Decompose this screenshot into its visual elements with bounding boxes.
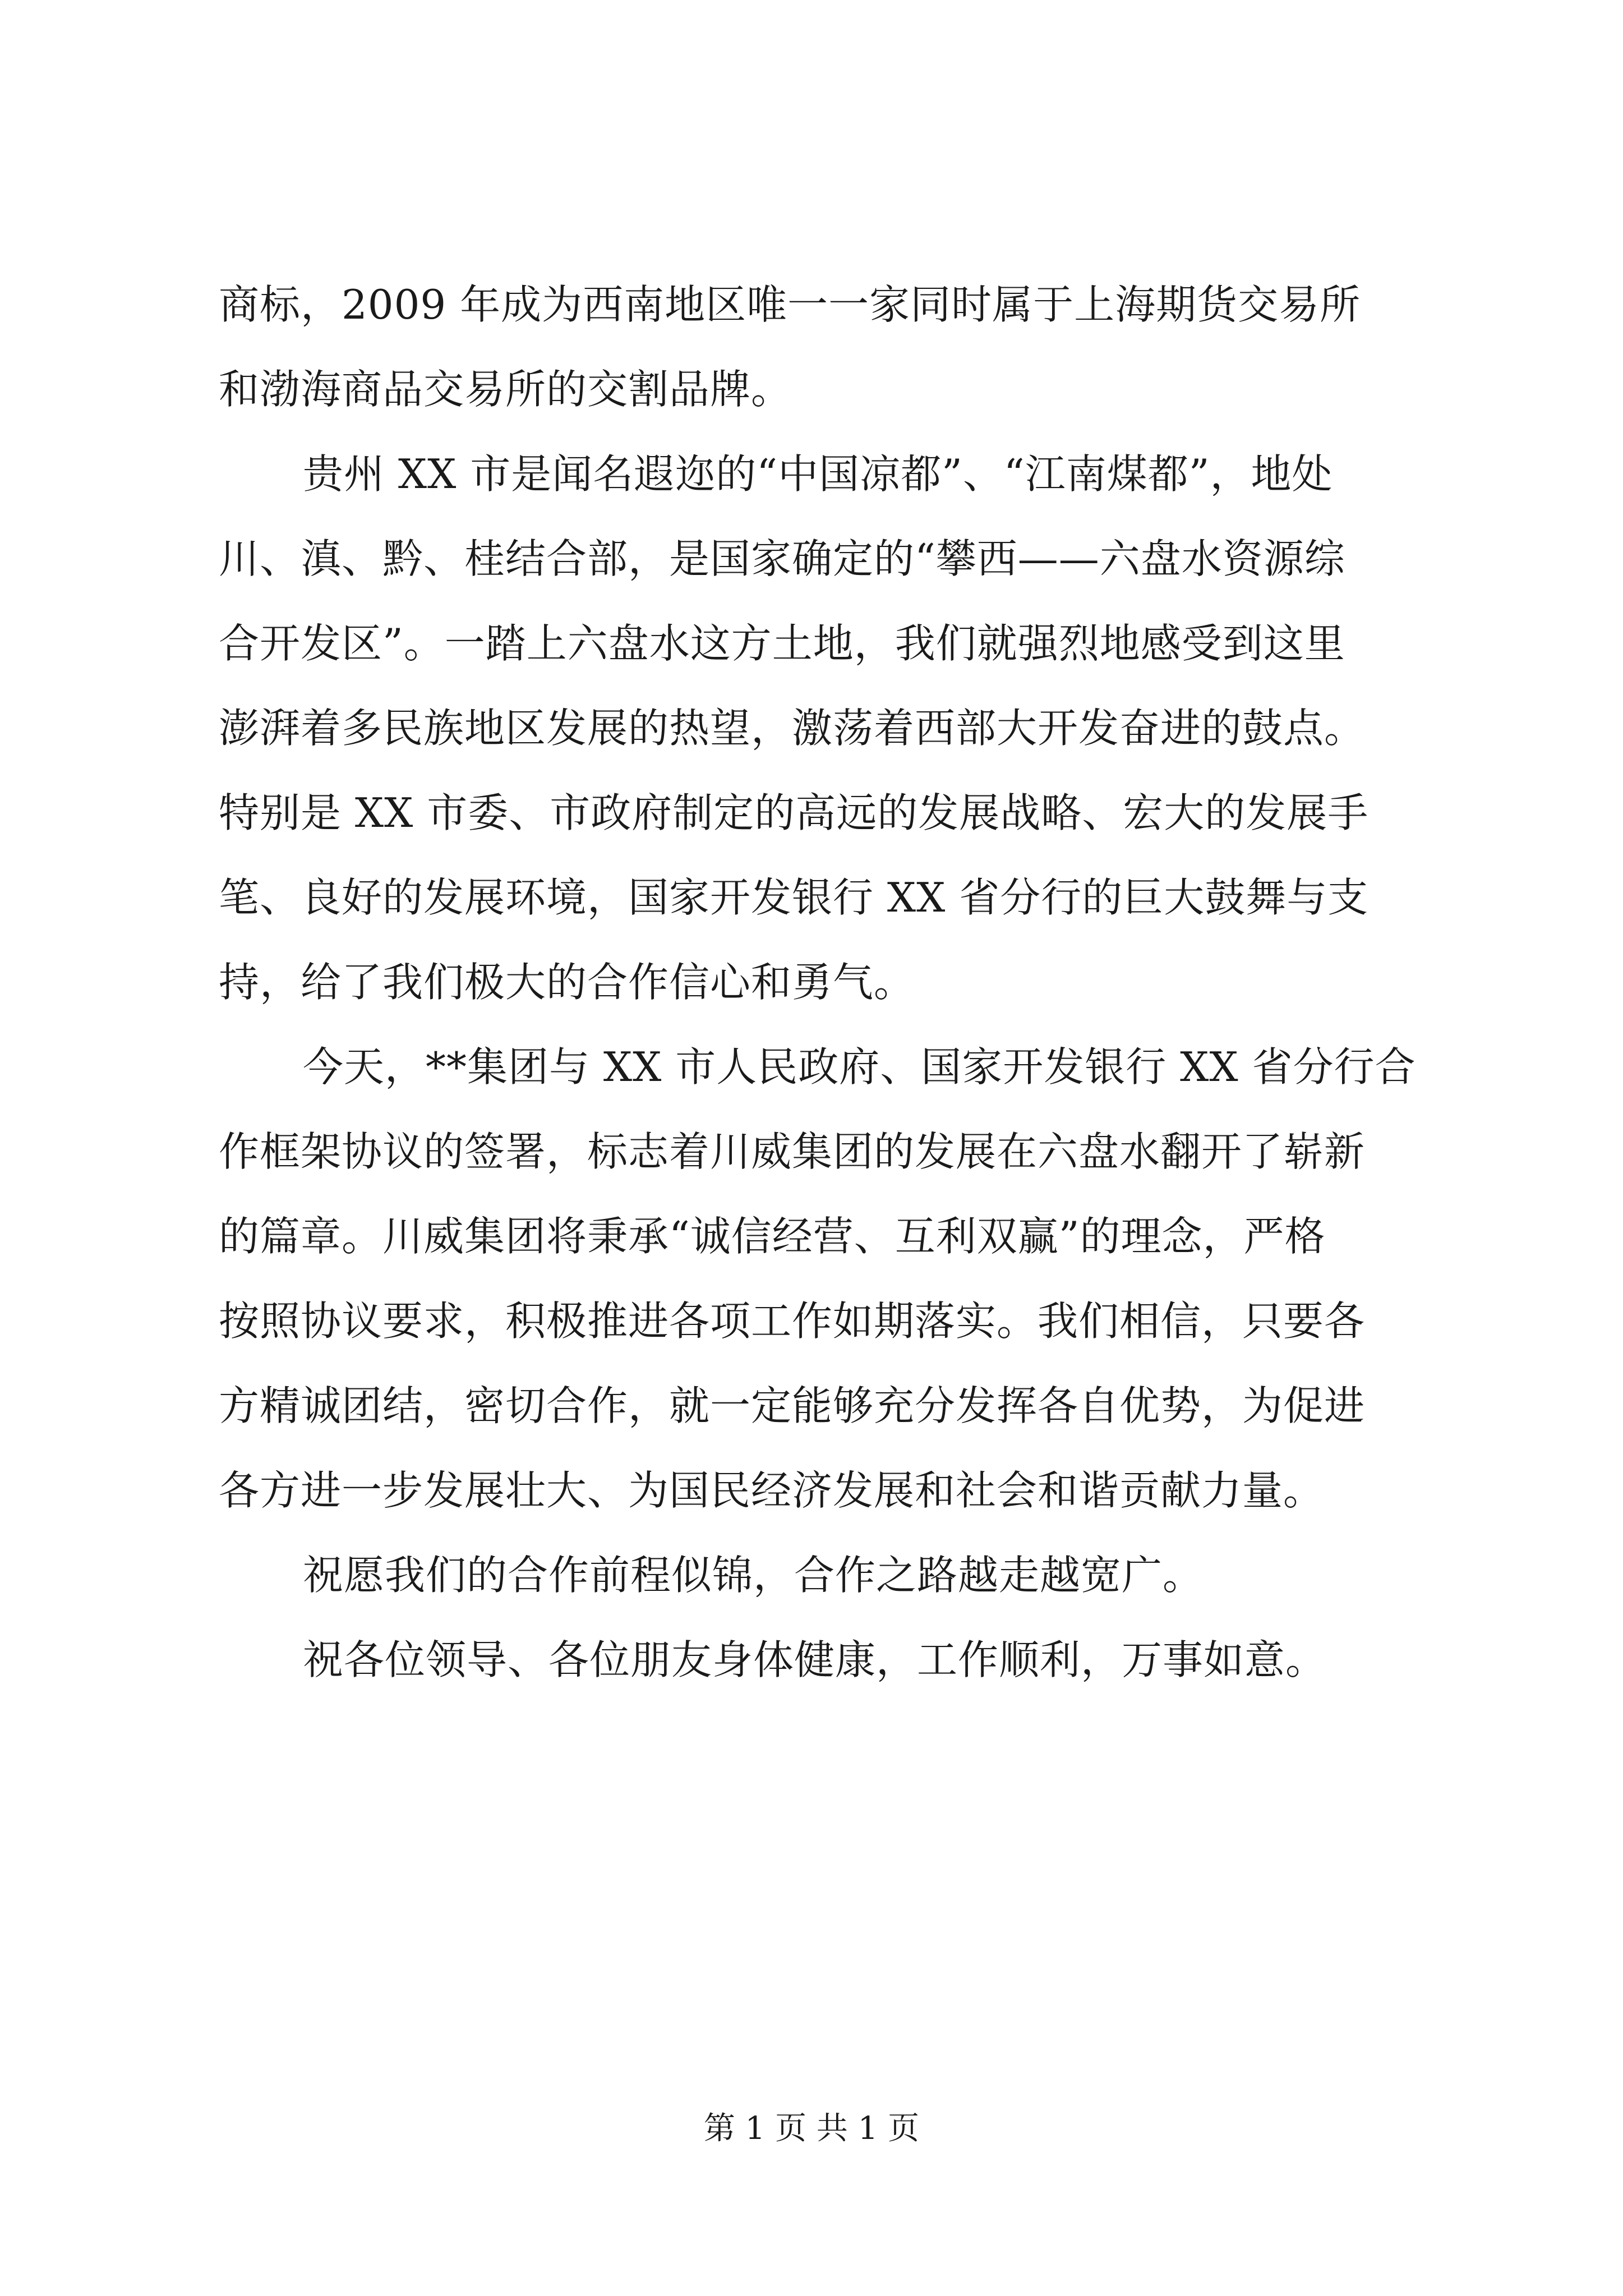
paragraph-4-line-1: 祝愿我们的合作前程似锦，合作之路越走越宽广。	[303, 1552, 1204, 1599]
paragraph-1-line-1: 商标，2009 年成为西南地区唯一一家同时属于上海期货交易所	[219, 281, 1361, 328]
page-number-label: 第 1 页 共 1 页	[703, 2110, 920, 2147]
page-footer	[0, 2106, 1623, 2151]
paragraph-3-line-4: 按照协议要求，积极推进各项工作如期落实。我们相信，只要各	[219, 1297, 1366, 1345]
paragraph-2-line-4: 澎湃着多民族地区发展的热望，激荡着西部大开发奋进的鼓点。	[219, 705, 1366, 752]
document-body	[219, 263, 1419, 1703]
paragraph-3-line-5: 方精诚团结，密切合作，就一定能够充分发挥各自优势，为促进	[219, 1382, 1366, 1429]
paragraph-1-line-2: 和渤海商品交易所的交割品牌。	[219, 366, 792, 413]
paragraph-2-line-7: 持，给了我们极大的合作信心和勇气。	[219, 959, 915, 1006]
paragraph-3-line-3: 的篇章。川威集团将秉承“诚信经营、互利双赢”的理念，严格	[219, 1213, 1326, 1260]
paragraph-2-line-1: 贵州 XX 市是闻名遐迩的“中国凉都”、“江南煤都”，地处	[303, 450, 1333, 498]
paragraph-2-line-6: 笔、良好的发展环境，国家开发银行 XX 省分行的巨大鼓舞与支	[219, 874, 1369, 921]
paragraph-2-line-2: 川、滇、黔、桂结合部，是国家确定的“攀西——六盘水资源综	[219, 535, 1345, 582]
paragraph-3-line-2: 作框架协议的签署，标志着川威集团的发展在六盘水翻开了崭新	[219, 1128, 1366, 1175]
paragraph-2-line-3: 合开发区”。一踏上六盘水这方土地，我们就强烈地感受到这里	[219, 620, 1345, 667]
paragraph-5-line-1: 祝各位领导、各位朋友身体健康，工作顺利，万事如意。	[303, 1636, 1327, 1683]
paragraph-2-line-5: 特别是 XX 市委、市政府制定的高远的发展战略、宏大的发展手	[219, 789, 1369, 836]
paragraph-3-line-1: 今天，**集团与 XX 市人民政府、国家开发银行 XX 省分行合	[303, 1043, 1416, 1091]
paragraph-3-line-6: 各方进一步发展壮大、为国民经济发展和社会和谐贡献力量。	[219, 1467, 1325, 1514]
